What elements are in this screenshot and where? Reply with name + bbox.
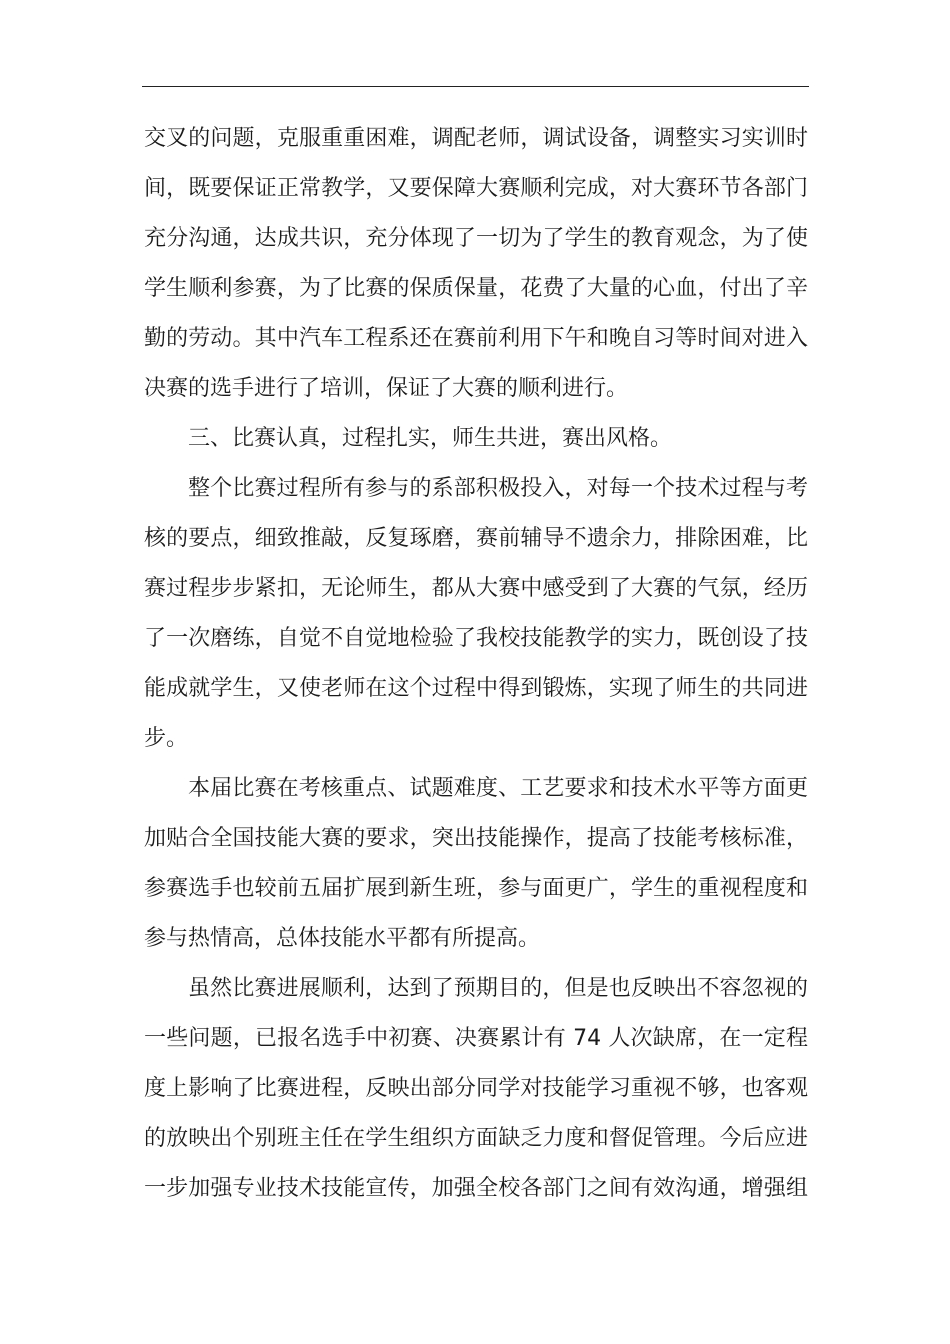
text-line: 赛过程步步紧扣，无论师生，都从大赛中感受到了大赛的气氛，经历 — [144, 576, 808, 601]
text-line: 了一次磨练，自觉不自觉地检验了我校技能教学的实力，既创设了技 — [144, 626, 808, 651]
text-line: 充分沟通，达成共识，充分体现了一切为了学生的教育观念，为了使 — [144, 226, 808, 251]
text-line: 虽然比赛进展顺利，达到了预期目的，但是也反映出不容忽视的 — [188, 976, 808, 1001]
text-line: 交叉的问题，克服重重困难，调配老师，调试设备，调整实习实训时 — [144, 126, 808, 151]
header-rule — [142, 86, 809, 87]
text-line: 学生顺利参赛，为了比赛的保质保量，花费了大量的心血，付出了辛 — [144, 276, 808, 301]
text-line: 核的要点，细致推敲，反复琢磨，赛前辅导不遗余力，排除困难，比 — [144, 526, 808, 551]
text-line: 加贴合全国技能大赛的要求，突出技能操作，提高了技能考核标准， — [144, 826, 808, 851]
text-line: 参赛选手也较前五届扩展到新生班，参与面更广，学生的重视程度和 — [144, 876, 808, 901]
text-line: 三、比赛认真，过程扎实，师生共进，赛出风格。 — [188, 426, 673, 451]
text-line: 本届比赛在考核重点、试题难度、工艺要求和技术水平等方面更 — [188, 776, 808, 801]
text-line: 度上影响了比赛进程，反映出部分同学对技能学习重视不够，也客观 — [144, 1076, 808, 1101]
text-line: 一步加强专业技术技能宣传，加强全校各部门之间有效沟通，增强组 — [144, 1176, 808, 1201]
text-line: 步。 — [144, 726, 189, 751]
text-line: 能成就学生，又使老师在这个过程中得到锻炼，实现了师生的共同进 — [144, 676, 808, 701]
text-line: 间，既要保证正常教学，又要保障大赛顺利完成，对大赛环节各部门 — [144, 176, 808, 201]
text-line: 的放映出个别班主任在学生组织方面缺乏力度和督促管理。今后应进 — [144, 1126, 808, 1151]
text-line: 一些问题，已报名选手中初赛、决赛累计有 74 人次缺席，在一定程 — [144, 1026, 808, 1051]
text-line: 勤的劳动。其中汽车工程系还在赛前利用下午和晚自习等时间对进入 — [144, 326, 808, 351]
text-line: 参与热情高，总体技能水平都有所提高。 — [144, 926, 541, 951]
text-line: 整个比赛过程所有参与的系部积极投入，对每一个技术过程与考 — [188, 476, 808, 501]
document-body — [144, 114, 808, 1214]
text-line: 决赛的选手进行了培训，保证了大赛的顺利进行。 — [144, 376, 629, 401]
